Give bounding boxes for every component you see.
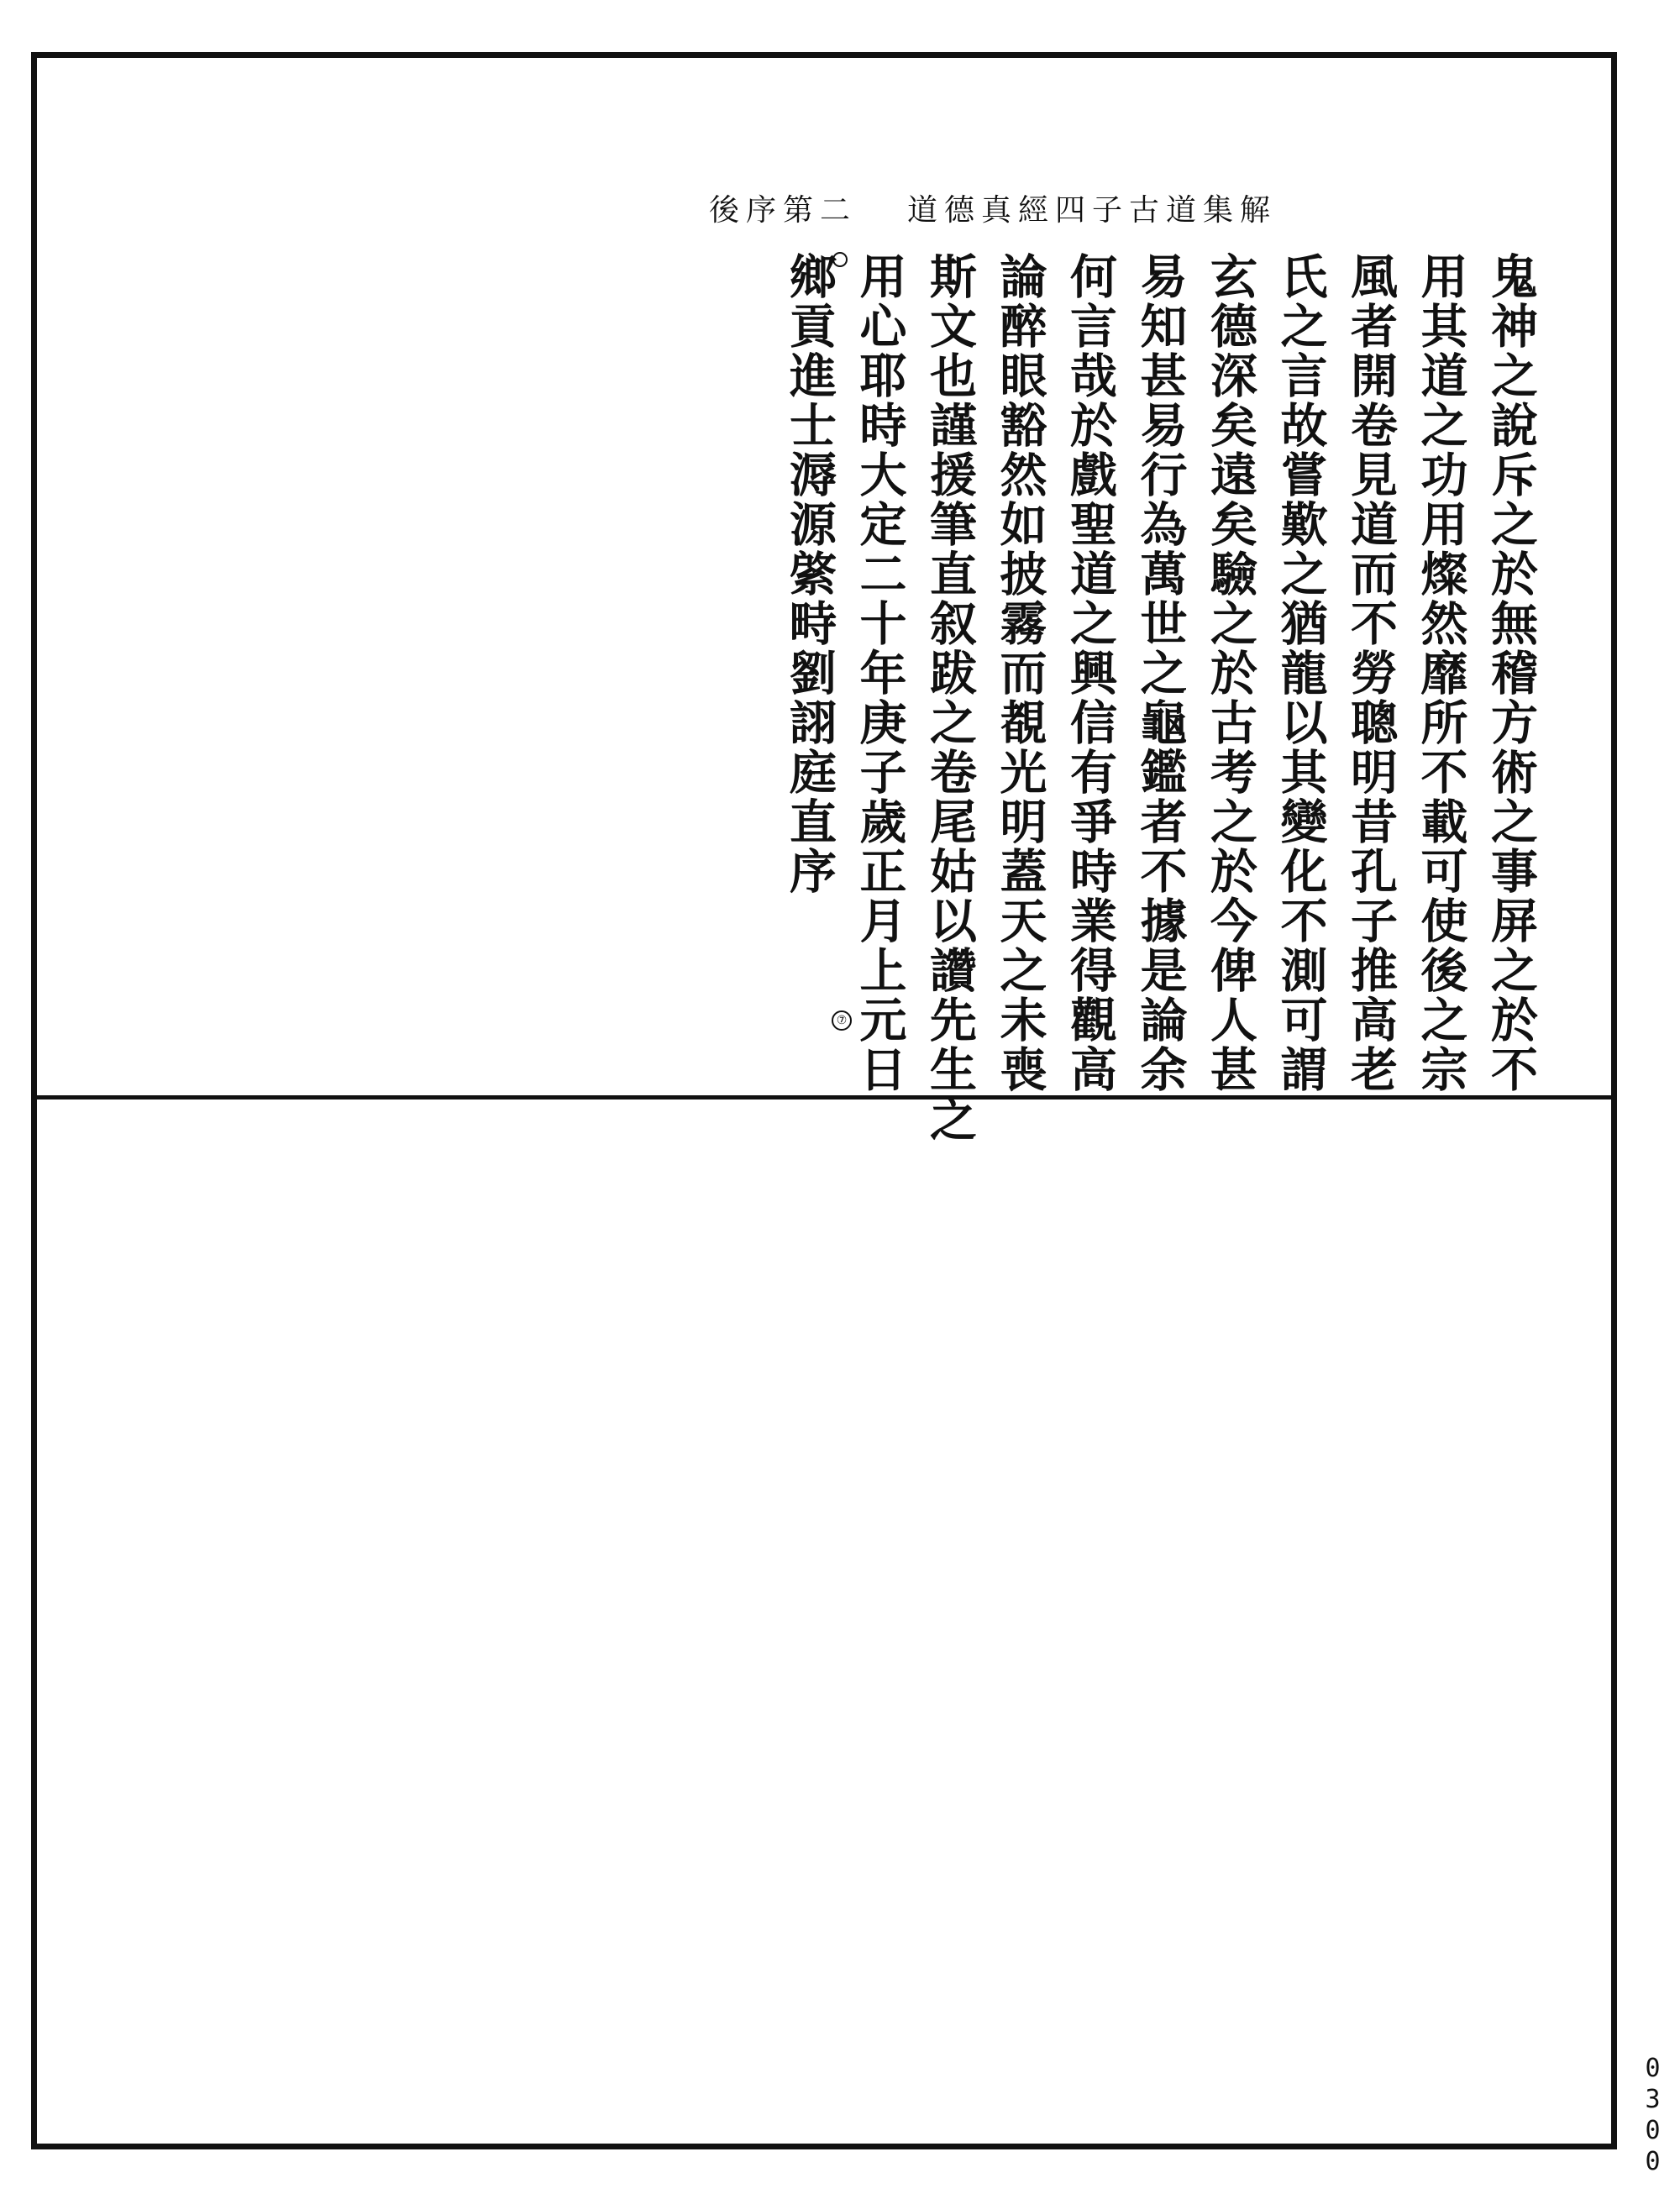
- running-header: [709, 186, 1277, 229]
- text-column: 用心耶時大定二十年庚子歲正月上元日: [852, 252, 908, 1094]
- text-column: 斯文也謹援筆直叙跋之卷尾姑以讚先生之: [922, 252, 978, 1144]
- vertical-text-block: [774, 252, 1546, 1144]
- text-column: 論醉眼豁然如披霧而覩光明蓋天之未喪: [992, 252, 1048, 1094]
- text-column: 風者開卷見道而不勞聰明昔孔子推高老: [1343, 252, 1399, 1094]
- page-divider: [31, 1095, 1617, 1100]
- text-column: 用其道之功用燦然靡所不載可使後之宗: [1413, 252, 1469, 1094]
- text-column: 氏之言故嘗歎之猶龍以其變化不測可謂: [1273, 252, 1329, 1094]
- page-number: 0300: [1638, 2054, 1667, 2178]
- book-title: 道德真經四子古道集解: [906, 193, 1277, 228]
- text-column: 何言哉於戲聖道之興信有爭時業得觀高: [1063, 252, 1118, 1094]
- text-column: 鬼神之說斥之於無稽方術之事屏之於不: [1483, 252, 1539, 1094]
- section-label: 後序第二: [708, 193, 857, 228]
- seal-mark: ⑦: [832, 1010, 852, 1031]
- text-column: 易知甚易行為萬世之龜鑑者不據是論余: [1132, 252, 1189, 1094]
- text-column: 鄉貢進士溽源綮畤劉詡庭直序: [782, 252, 837, 896]
- text-column: 玄德深矣遠矣驗之於古考之於今俾人甚: [1203, 252, 1258, 1094]
